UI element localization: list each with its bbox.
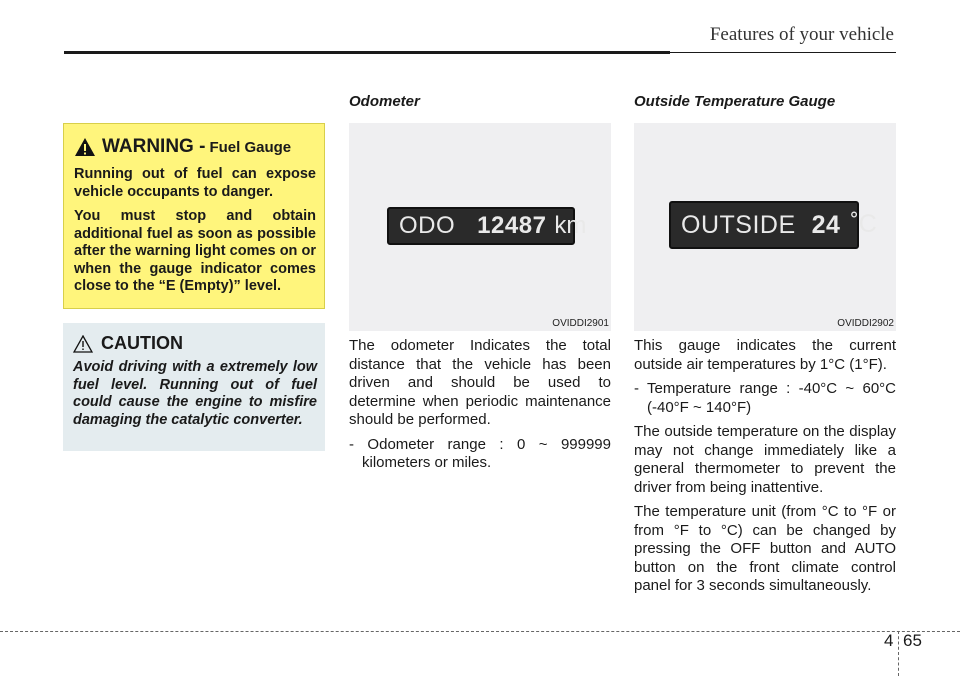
header-rule-thin — [670, 52, 896, 53]
odometer-figure — [349, 123, 611, 331]
outside-temp-paragraph-3: The temperature unit (from °C to °F or from °F to °C) can be changed by pressing the OFF button and AUTO button on the front climate control panel for 3 seconds simultaneously. — [634, 503, 896, 594]
odometer-section — [349, 93, 611, 479]
header-rule — [64, 51, 670, 54]
odometer-display — [387, 207, 587, 245]
warning-paragraph-2: You must stop and obtain additional fuel as soon as possible after the warning light comes on or when the gauge indicator comes close to the “E (Empty)” level. — [74, 208, 316, 294]
odometer-figure-code: OVIDDI2901 — [552, 318, 609, 329]
warning-title: WARNING - — [102, 136, 206, 157]
outside-temp-figure — [634, 123, 896, 331]
caution-heading — [73, 333, 317, 354]
outside-temp-paragraph-1: This gauge indicates the current outside air temperatures by 1°C (1°F). — [634, 337, 896, 373]
outside-temp-display — [669, 201, 877, 249]
caution-title: CAUTION — [101, 333, 183, 353]
warning-paragraph-1: Running out of fuel can expose vehicle occupants to danger. — [74, 166, 316, 200]
odometer-display-value: 12487 — [477, 212, 547, 239]
odometer-display-label: ODO — [399, 212, 456, 239]
odometer-bullet-1: - Odometer range : 0 ~ 999999 kilometers or miles. — [349, 435, 611, 471]
warning-triangle-icon — [74, 137, 96, 157]
caution-triangle-icon — [73, 335, 93, 353]
outside-temp-display-unit: ˚C — [850, 209, 877, 238]
outside-temp-display-label: OUTSIDE — [681, 210, 796, 239]
footer-divider — [898, 631, 899, 676]
odometer-display-unit: km — [554, 212, 587, 239]
page-number: 65 — [903, 631, 922, 650]
page-chapter-number: 4 — [884, 631, 894, 650]
outside-temp-bullet-1: - Temperature range : -40°C ~ 60°C (-40°F ~ 140°F) — [634, 380, 896, 416]
outside-temp-paragraph-2: The outside temperature on the display may not change immediately like a general thermometer to prevent the driver from being inattentive. — [634, 423, 896, 496]
warning-box — [63, 123, 325, 309]
odometer-title: Odometer — [349, 93, 420, 110]
outside-temp-display-value: 24 — [811, 210, 841, 239]
outside-temp-figure-code: OVIDDI2902 — [837, 318, 894, 329]
caution-text: Avoid driving with a extremely low fuel level. Running out of fuel could cause the engine to misfire damaging the catalytic converter. — [73, 359, 317, 428]
footer-rule — [0, 631, 960, 632]
page-header-title: Features of your vehicle — [709, 24, 894, 45]
outside-temp-title: Outside Temperature Gauge — [634, 93, 836, 110]
warning-heading — [74, 136, 316, 158]
caution-box — [63, 323, 325, 451]
warning-subtitle: Fuel Gauge — [209, 138, 292, 156]
odometer-paragraph-1: The odometer Indicates the total distance that the vehicle has been driven and should be used to determine when periodic maintenance should be performed. — [349, 337, 611, 428]
outside-temp-section — [634, 93, 896, 602]
